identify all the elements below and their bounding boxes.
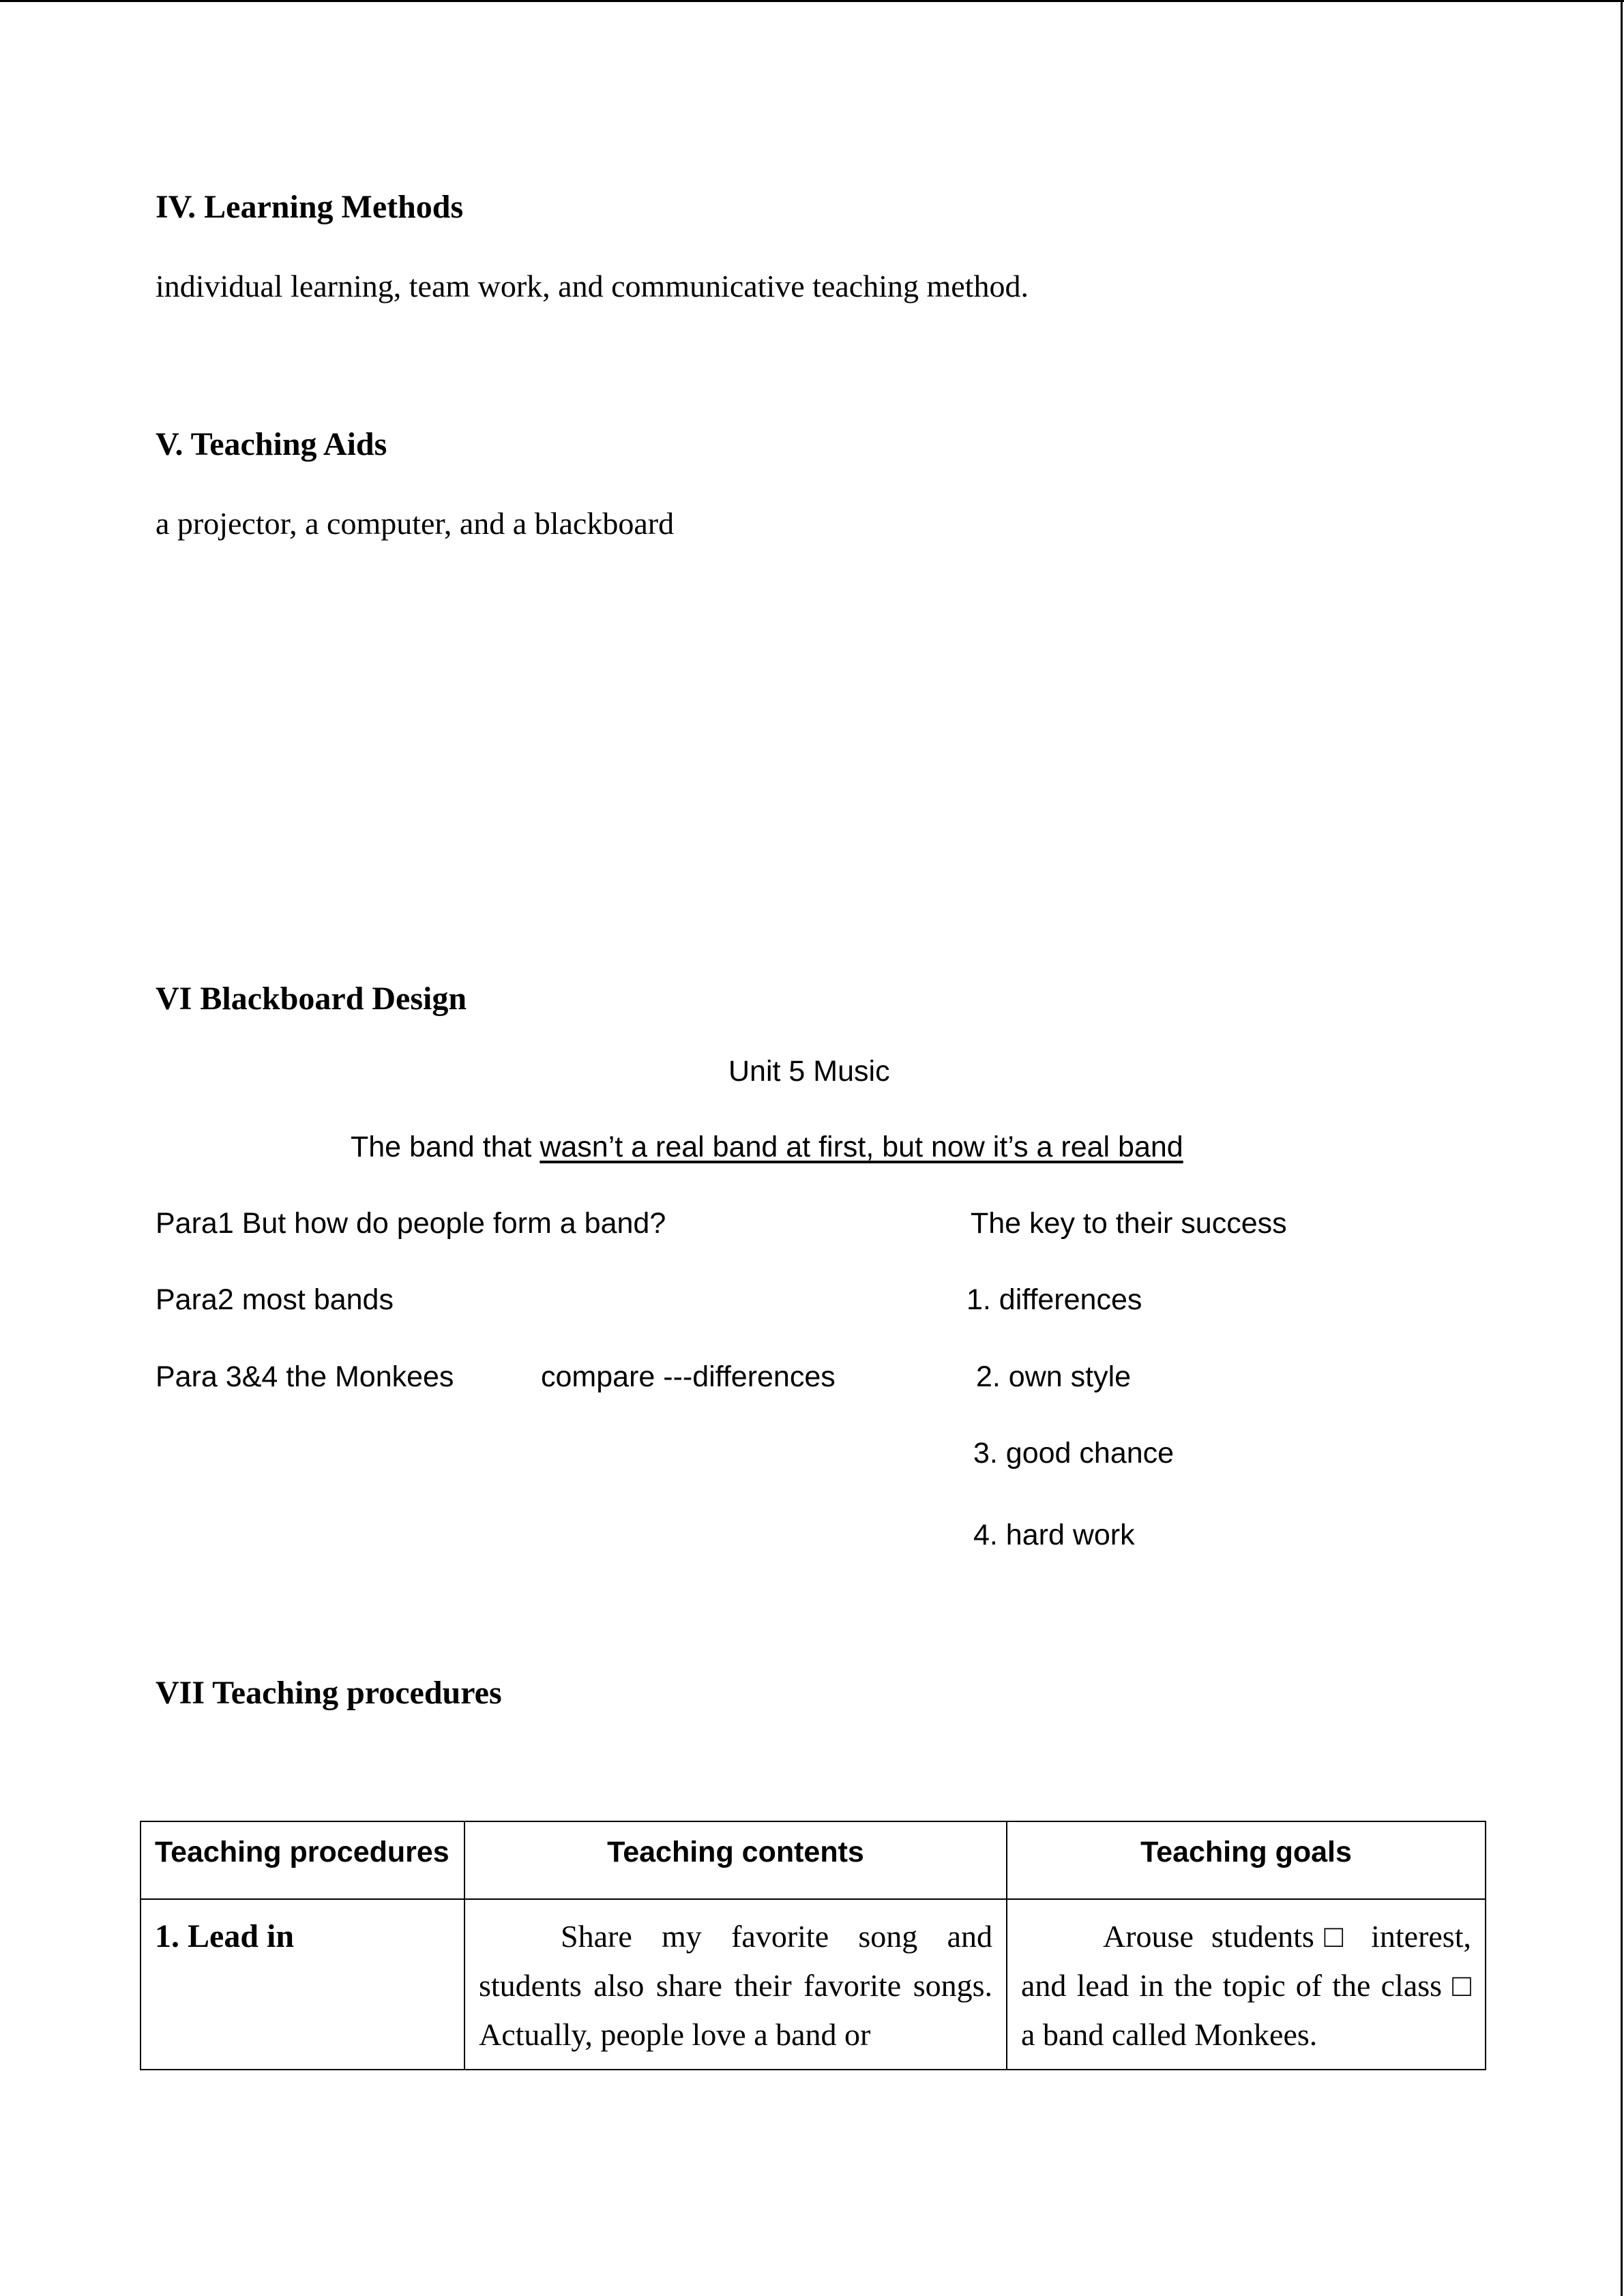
page-right-border: [1621, 0, 1623, 2296]
blackboard-left-line: Para1 But how do people form a band?: [156, 1207, 666, 1240]
blackboard-subtitle-plain: The band that: [351, 1131, 540, 1163]
blackboard-right-item: 4. hard work: [973, 1519, 1135, 1551]
header-contents: Teaching contents: [607, 1836, 864, 1868]
blackboard-title: Unit 5 Music: [728, 1055, 890, 1088]
blackboard-subtitle: [351, 1131, 1183, 1164]
procedure-step: 1. Lead in: [155, 1918, 295, 1954]
table-header-row: [141, 1821, 1486, 1899]
table-header-cell: [141, 1821, 464, 1899]
table-header-cell: [464, 1821, 1007, 1899]
blackboard-left-line: Para2 most bands: [156, 1283, 394, 1316]
blackboard-right-item: 1. differences: [966, 1283, 1142, 1316]
blackboard-design-heading: VI Blackboard Design: [156, 981, 467, 1017]
page-top-border: [0, 0, 1624, 2]
table-header-cell: [1007, 1821, 1486, 1899]
learning-methods-text: individual learning, team work, and communicative teaching method.: [156, 269, 1029, 303]
blackboard-subtitle-underlined: wasn’t a real band at first, but now it’s a real band: [540, 1131, 1183, 1163]
teaching-aids-heading: V. Teaching Aids: [156, 426, 387, 462]
table-row: [141, 1899, 1486, 2070]
table-cell: [141, 1899, 464, 2070]
teaching-aids-text: a projector, a computer, and a blackboard: [156, 506, 675, 541]
header-goals: Teaching goals: [1140, 1836, 1352, 1868]
table-cell: [464, 1899, 1007, 2070]
teaching-procedures-table: [140, 1821, 1486, 2070]
header-procedures: Teaching procedures: [155, 1836, 449, 1868]
blackboard-right-item: 3. good chance: [973, 1437, 1175, 1470]
learning-methods-heading: IV. Learning Methods: [156, 189, 464, 225]
table-cell: [1007, 1899, 1486, 2070]
blackboard-right-item: 2. own style: [976, 1360, 1132, 1393]
blackboard-compare-note: compare ---differences: [541, 1360, 836, 1393]
teaching-procedures-heading: VII Teaching procedures: [156, 1675, 502, 1711]
procedure-goals: Arouse students□ interest, and lead in the topic of the class □ a band called Monkees.: [1021, 1919, 1471, 2052]
blackboard-right-title: The key to their success: [971, 1207, 1287, 1240]
procedure-contents: Share my favorite song and students also share their favorite songs. Actually, people love a band or: [479, 1919, 992, 2052]
blackboard-left-line: Para 3&4 the Monkees: [156, 1360, 454, 1393]
